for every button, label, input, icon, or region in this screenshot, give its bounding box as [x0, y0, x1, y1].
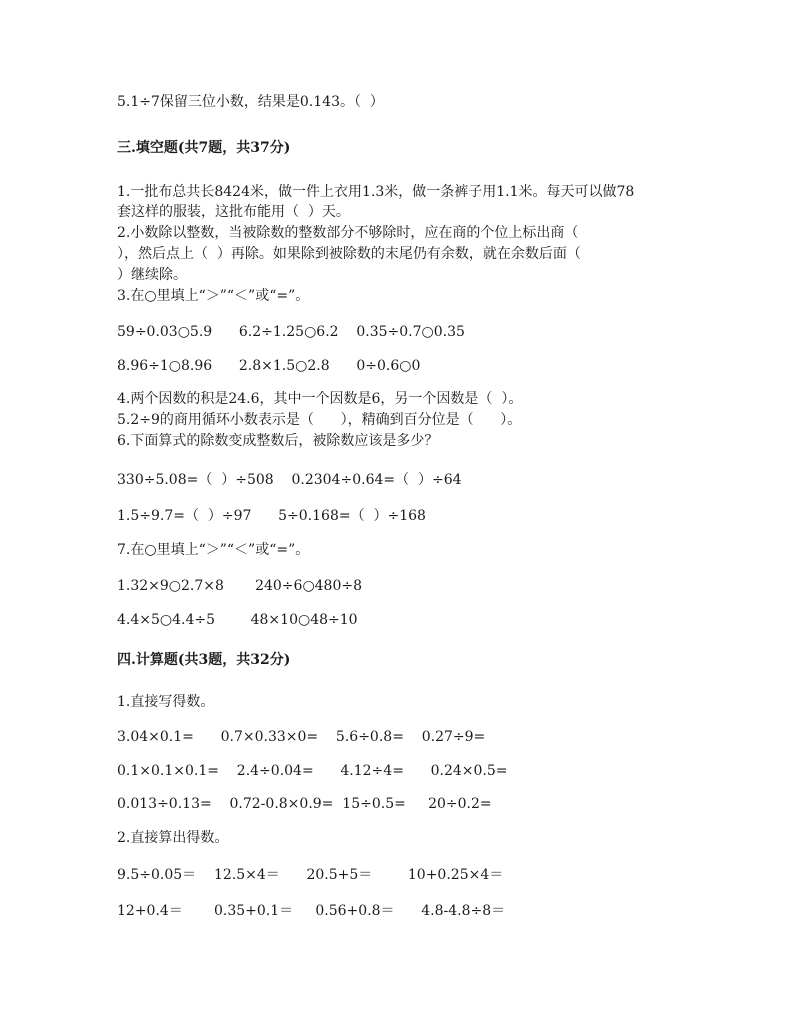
- fill-q6-row2: 1.5÷9.7=（ ）÷97 5÷0.168=（ ）÷168: [117, 508, 426, 524]
- fill-q7-row1: 1.32×9○2.7×8 240÷6○480÷8: [117, 578, 363, 594]
- fill-q2-line3: ）继续除。: [117, 267, 187, 283]
- fill-q3-row1: 59÷0.03○5.9 6.2÷1.25○6.2 0.35÷0.7○0.35: [117, 324, 465, 340]
- section-4-title: 四.计算题(共3题，共32分): [117, 652, 291, 668]
- calc-q2-row2: 12+0.4＝ 0.35+0.1＝ 0.56+0.8＝ 4.8-4.8÷8＝: [117, 903, 506, 919]
- calc-q1-row2: 0.1×0.1×0.1= 2.4÷0.04= 4.12÷4= 0.24×0.5=: [117, 763, 508, 779]
- fill-q7-row2: 4.4×5○4.4÷5 48×10○48÷10: [117, 612, 358, 628]
- calc-q1: 1.直接写得数。: [117, 694, 215, 710]
- fill-q6: 6.下面算式的除数变成整数后，被除数应该是多少？: [117, 433, 439, 449]
- calc-q1-row1: 3.04×0.1= 0.7×0.33×0= 5.6÷0.8= 0.27÷9=: [117, 729, 486, 745]
- calc-q2-row1: 9.5÷0.05＝ 12.5×4＝ 20.5+5＝ 10+0.25×4＝: [117, 867, 504, 883]
- fill-q4: 4.两个因数的积是24.6，其中一个因数是6，另一个因数是（ ）。: [117, 391, 523, 407]
- fill-q7: 7.在○里填上“＞”“＜”或“=”。: [117, 542, 310, 558]
- fill-q1-line2: 套这样的服装，这批布能用（ ）天。: [117, 204, 350, 220]
- calc-q2: 2.直接算出得数。: [117, 830, 229, 846]
- judgment-item-5: 5.1÷7保留三位小数，结果是0.143。（ ）: [117, 94, 384, 110]
- fill-q3-row2: 8.96÷1○8.96 2.8×1.5○2.8 0÷0.6○0: [117, 358, 421, 374]
- calc-q1-row3: 0.013÷0.13= 0.72-0.8×0.9= 15÷0.5= 20÷0.2=: [117, 796, 492, 812]
- section-3-title: 三.填空题(共7题，共37分): [117, 140, 291, 156]
- fill-q6-row1: 330÷5.08=（ ）÷508 0.2304÷0.64=（ ）÷64: [117, 472, 462, 488]
- fill-q2-line1: 2.小数除以整数，当被除数的整数部分不够除时，应在商的个位上标出商（: [117, 225, 579, 241]
- fill-q3: 3.在○里填上“＞”“＜”或“=”。: [117, 288, 310, 304]
- fill-q2-line2: ），然后点上（ ）再除。如果除到被除数的末尾仍有余数，就在余数后面（: [117, 246, 581, 262]
- fill-q5: 5.2÷9的商用循环小数表示是（ ），精确到百分位是（ ）。: [117, 412, 522, 428]
- fill-q1-line1: 1.一批布总共长8424米，做一件上衣用1.3米，做一条裤子用1.1米。每天可以做78: [117, 184, 635, 200]
